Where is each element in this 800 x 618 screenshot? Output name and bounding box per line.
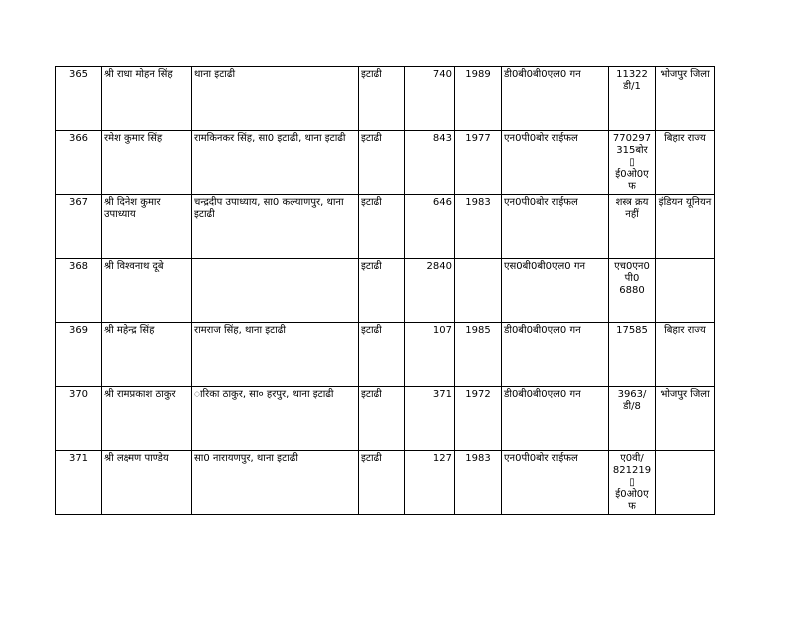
weapon-number-cell: शस्त्र क्रय नहीं	[609, 195, 656, 259]
table-row	[56, 451, 715, 515]
weapon-number-cell: एच0एन0 पी0 6880	[609, 259, 656, 323]
weapon-type-cell: एन0पी0बोर राईफल	[502, 195, 609, 259]
validity-area-cell: भोजपुर जिला	[656, 67, 715, 131]
licensee-name-cell: श्री रामप्रकाश ठाकुर	[102, 387, 192, 451]
license-number-cell: 843	[405, 131, 455, 195]
address-cell: रामराज सिंह, थाना इटाढी	[192, 323, 359, 387]
license-number-cell: 371	[405, 387, 455, 451]
weapon-type-cell: एन0पी0बोर राईफल	[502, 131, 609, 195]
year-cell: 1989	[455, 67, 502, 131]
license-number-cell: 127	[405, 451, 455, 515]
weapon-type-cell: डी0बी0बी0एल0 गन	[502, 387, 609, 451]
weapon-type-cell: एन0पी0बोर राईफल	[502, 451, 609, 515]
records-body	[56, 67, 715, 515]
serial-number-cell: 369	[56, 323, 102, 387]
weapon-type-cell: एस0बी0बी0एल0 गन	[502, 259, 609, 323]
validity-area-cell: इंडियन यूनियन	[656, 195, 715, 259]
weapon-number-cell: 11322 डी/1	[609, 67, 656, 131]
address-cell: सा0 नारायणपुर, थाना इटाढी	[192, 451, 359, 515]
validity-area-cell	[656, 259, 715, 323]
licensee-name-cell: श्री लक्ष्मण पाण्डेय	[102, 451, 192, 515]
year-cell: 1977	[455, 131, 502, 195]
validity-area-cell: बिहार राज्य	[656, 131, 715, 195]
table-row	[56, 387, 715, 451]
license-number-cell: 2840	[405, 259, 455, 323]
thana-cell: इटाढी	[359, 195, 405, 259]
table-row	[56, 131, 715, 195]
thana-cell: इटाढी	[359, 323, 405, 387]
table-row	[56, 195, 715, 259]
serial-number-cell: 365	[56, 67, 102, 131]
serial-number-cell: 366	[56, 131, 102, 195]
licensee-name-cell: श्री विश्वनाथ दूबे	[102, 259, 192, 323]
year-cell: 1972	[455, 387, 502, 451]
license-number-cell: 646	[405, 195, 455, 259]
address-cell: रामकिनकर सिंह, सा0 इटाढी, थाना इटाढी	[192, 131, 359, 195]
thana-cell: इटाढी	[359, 131, 405, 195]
year-cell	[455, 259, 502, 323]
year-cell: 1983	[455, 195, 502, 259]
weapon-number-cell: 3963/ डी/8	[609, 387, 656, 451]
thana-cell: इटाढी	[359, 67, 405, 131]
table-row	[56, 67, 715, 131]
serial-number-cell: 371	[56, 451, 102, 515]
weapon-number-cell: ए0वी/ 821219 ▯ ई0ओ0ए फ	[609, 451, 656, 515]
licensee-name-cell: श्री महेन्द्र सिंह	[102, 323, 192, 387]
serial-number-cell: 368	[56, 259, 102, 323]
validity-area-cell	[656, 451, 715, 515]
serial-number-cell: 367	[56, 195, 102, 259]
licensee-name-cell: रमेश कुमार सिंह	[102, 131, 192, 195]
year-cell: 1983	[455, 451, 502, 515]
weapon-number-cell: 17585	[609, 323, 656, 387]
address-cell: चन्द्रदीप उपाध्याय, सा0 कल्याणपुर, थाना इटाढी	[192, 195, 359, 259]
table-row	[56, 259, 715, 323]
weapon-type-cell: डी0बी0बी0एल0 गन	[502, 67, 609, 131]
address-cell: थाना इटाढी	[192, 67, 359, 131]
weapon-type-cell: डी0बी0बी0एल0 गन	[502, 323, 609, 387]
table-row	[56, 323, 715, 387]
address-cell	[192, 259, 359, 323]
license-number-cell: 107	[405, 323, 455, 387]
serial-number-cell: 370	[56, 387, 102, 451]
validity-area-cell: बिहार राज्य	[656, 323, 715, 387]
validity-area-cell: भोजपुर जिला	[656, 387, 715, 451]
thana-cell: इटाढी	[359, 387, 405, 451]
address-cell: ारिका ठाकुर, सा० हरपुर, थाना इटाढी	[192, 387, 359, 451]
license-number-cell: 740	[405, 67, 455, 131]
thana-cell: इटाढी	[359, 451, 405, 515]
weapon-number-cell: 770297 315बोर ▯ ई0ओ0ए फ	[609, 131, 656, 195]
thana-cell: इटाढी	[359, 259, 405, 323]
records-table	[55, 66, 715, 515]
year-cell: 1985	[455, 323, 502, 387]
licensee-name-cell: श्री दिनेश कुमार उपाध्याय	[102, 195, 192, 259]
licensee-name-cell: श्री राधा मोहन सिंह	[102, 67, 192, 131]
